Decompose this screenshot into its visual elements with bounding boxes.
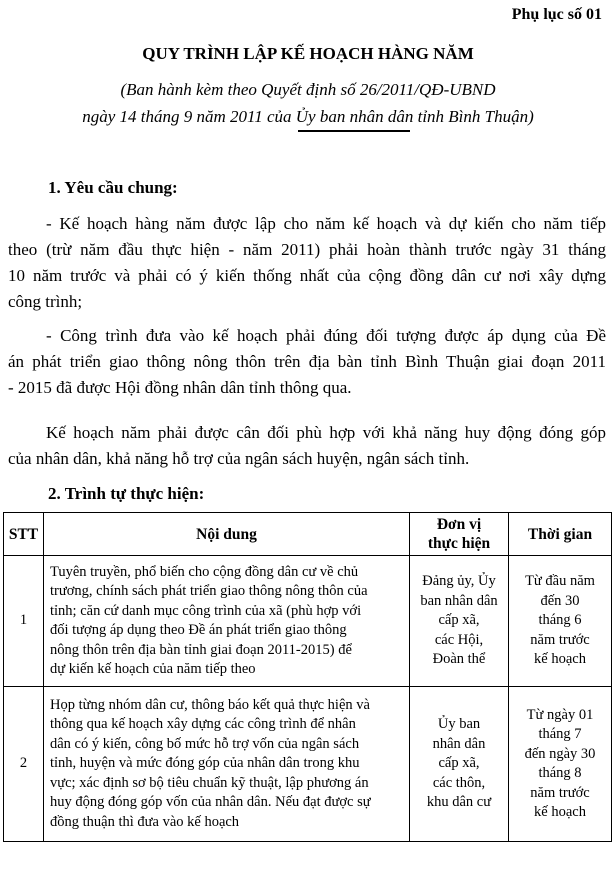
section-1-paragraph-2 — [8, 323, 606, 401]
header-stt: STT — [4, 513, 44, 556]
header-unit-line: thực hiện — [427, 535, 491, 552]
unit-line: cấp xã, — [438, 755, 480, 772]
content-line: trương, chính sách phát triển giao thông nông thôn của — [50, 583, 368, 599]
paragraph-line: theo (trừ năm đầu thực hiện - năm 2011) phải hoàn thành trước ngày 31 tháng — [8, 240, 606, 259]
paragraph-line: - 2015 đã được Hội đồng nhân dân tỉnh thông qua. — [8, 378, 352, 397]
table-row — [4, 687, 612, 842]
paragraph-line: công trình; — [8, 292, 83, 311]
unit-line: Đảng ủy, Ủy — [422, 573, 496, 590]
time-line: tháng 7 — [538, 726, 582, 742]
content-line: vực; xác định sơ bộ tiêu chuẩn kỹ thuật, lập phương án — [50, 774, 369, 791]
unit-line: Đoàn thể — [432, 651, 486, 668]
content-line: thông qua kế hoạch xây dựng các công trình để nhân — [50, 716, 356, 733]
time-line: kế hoạch — [534, 804, 586, 820]
section-1-paragraph-1 — [8, 211, 606, 315]
row-stt: 1 — [4, 556, 44, 687]
paragraph-line: - Công trình đưa vào kế hoạch phải đúng đối tượng được áp dụng của Đề — [46, 326, 606, 345]
unit-line: ban nhân dân — [420, 592, 498, 609]
content-line: nông thôn trên địa bàn tỉnh giai đoạn 2011-2015) để — [50, 641, 352, 658]
content-line: huy động đóng góp vốn của nhân dân. Nếu đạt được sự — [50, 794, 371, 811]
table-row — [4, 556, 612, 687]
content-line: Họp từng nhóm dân cư, thông báo kết quả thực hiện và — [50, 696, 370, 713]
time-line: tháng 6 — [538, 612, 582, 629]
unit-line: cấp xã, — [438, 612, 480, 629]
row-unit — [410, 556, 509, 687]
time-line: tháng 8 — [538, 765, 582, 781]
unit-line: Ủy ban — [437, 716, 481, 733]
paragraph-line: Kế hoạch năm phải được cân đối phù hợp với khả năng huy động đóng góp — [46, 423, 606, 442]
unit-line: khu dân cư — [426, 794, 492, 811]
row-time — [509, 556, 612, 687]
document-title: QUY TRÌNH LẬP KẾ HOẠCH HÀNG NĂM — [142, 44, 474, 63]
row-time — [509, 687, 612, 842]
content-line: dự kiến kế hoạch của năm tiếp theo — [50, 661, 256, 677]
paragraph-line: án phát triển giao thông nông thôn trên địa bàn tỉnh Bình Thuận giai đoạn 2011 — [8, 352, 606, 371]
content-line: tỉnh; căn cứ danh mục công trình của xã (phù hợp với — [50, 602, 362, 619]
time-line: năm trước — [530, 631, 590, 648]
subtitle-line-1: (Ban hành kèm theo Quyết định số 26/2011/QĐ-UBND — [120, 80, 496, 99]
paragraph-line: - Kế hoạch hàng năm được lập cho năm kế hoạch và dự kiến cho năm tiếp — [46, 214, 606, 233]
header-time: Thời gian — [509, 513, 612, 556]
content-line: đối tượng áp dụng theo Đề án phát triển giao thông — [50, 622, 347, 638]
content-line: Tuyên truyền, phổ biến cho cộng đồng dân cư về chủ — [50, 563, 359, 580]
row-stt: 2 — [4, 687, 44, 842]
row-unit — [410, 687, 509, 842]
time-line: đến 30 — [540, 592, 580, 609]
paragraph-line: của nhân dân, khả năng hỗ trợ của ngân sách huyện, ngân sách tỉnh. — [8, 449, 470, 468]
appendix-label: Phụ lục số 01 — [511, 6, 602, 23]
time-line: kế hoạch — [534, 651, 586, 668]
time-line: đến ngày 30 — [524, 745, 596, 762]
content-line: dân có ý kiến, công bố mức hỗ trợ vốn của ngân sách — [50, 735, 360, 752]
section-2-heading: 2. Trình tự thực hiện: — [48, 484, 205, 503]
header-unit — [410, 513, 509, 556]
section-1-paragraph-3 — [8, 420, 606, 472]
content-line: tỉnh, huyện và mức đóng góp của nhân dân trong khu — [50, 755, 360, 772]
row-content — [44, 556, 410, 687]
time-line: Từ đầu năm — [525, 573, 595, 590]
procedure-table — [3, 512, 612, 842]
time-line: Từ ngày 01 — [526, 706, 594, 723]
section-1-heading: 1. Yêu cầu chung: — [48, 178, 178, 197]
header-unit-line: Đơn vị — [436, 516, 482, 533]
subtitle-line-2: ngày 14 tháng 9 năm 2011 của Ủy ban nhân dân tỉnh Bình Thuận) — [82, 107, 534, 126]
row-content — [44, 687, 410, 842]
header-content: Nội dung — [44, 513, 410, 556]
time-line: năm trước — [530, 784, 590, 801]
subtitle-underline — [298, 130, 410, 132]
unit-line: các thôn, — [432, 774, 486, 791]
unit-line: nhân dân — [432, 735, 486, 752]
table-header-row — [4, 513, 612, 556]
unit-line: các Hội, — [434, 631, 484, 648]
content-line: đồng thuận thì đưa vào kế hoạch — [50, 813, 240, 830]
paragraph-line: 10 năm trước và phải có ý kiến thống nhất của cộng đồng dân cư nơi xây dựng — [8, 266, 606, 285]
